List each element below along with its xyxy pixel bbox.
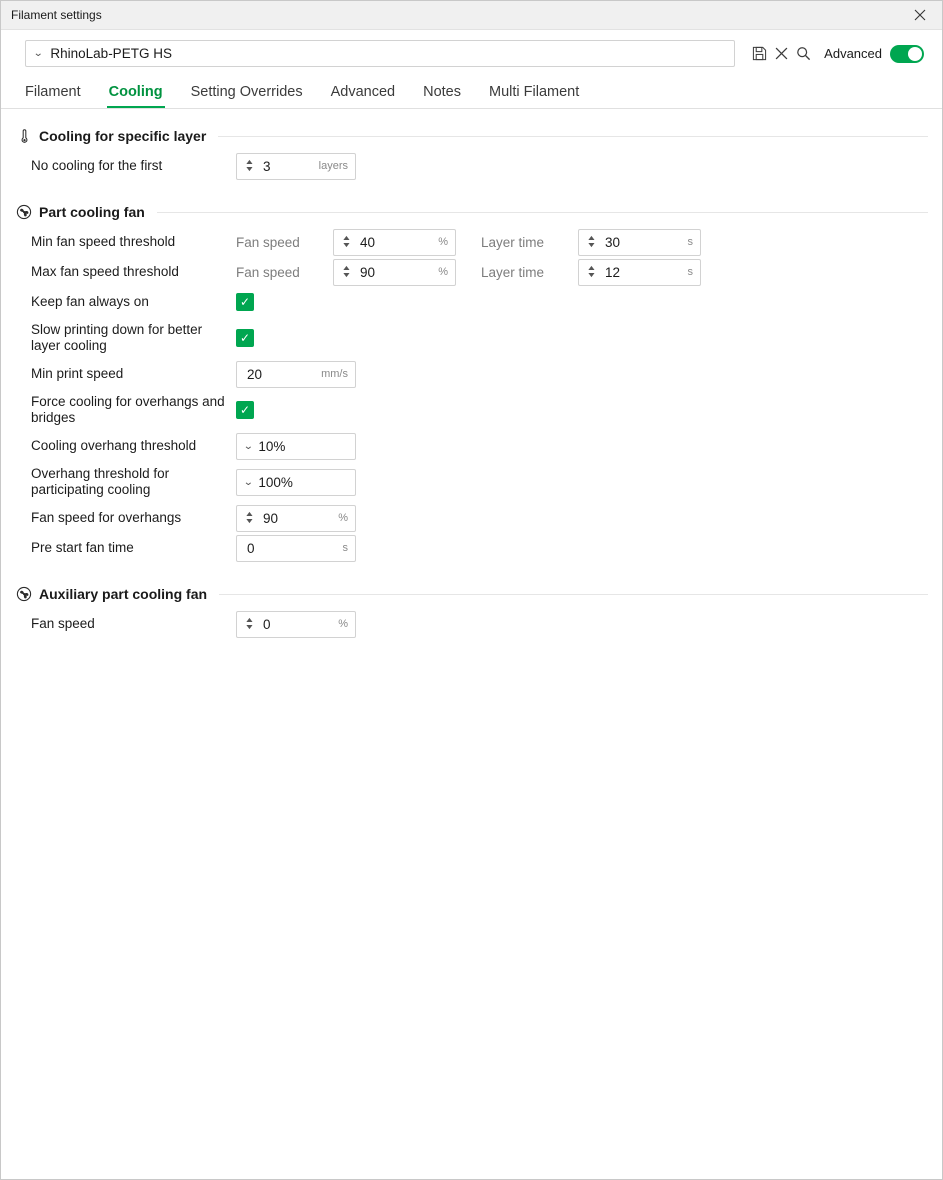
field-unit: s — [342, 542, 348, 554]
max-fan-speed-input[interactable] — [333, 259, 456, 286]
row-label: Min fan speed threshold — [31, 233, 176, 249]
pre-start-fan-time-input[interactable] — [236, 535, 356, 562]
field-value: 10% — [258, 438, 286, 454]
group-rows-part-cooling-fan — [1, 227, 942, 563]
tab-setting-overrides[interactable] — [177, 80, 317, 108]
field-unit: s — [687, 236, 693, 248]
fan-speed-overhangs-input[interactable] — [236, 505, 356, 532]
keep-fan-always-on-checkbox[interactable]: ✓ — [236, 293, 254, 311]
slow-printing-down-checkbox[interactable]: ✓ — [236, 329, 254, 347]
slow-printing-down-wrap — [236, 329, 359, 347]
advanced-toggle[interactable] — [890, 45, 924, 63]
divider — [219, 594, 928, 595]
chevron-down-icon: ⌄ — [32, 48, 44, 59]
row-keep-fan-always-on — [1, 287, 942, 317]
advanced-toggle-group[interactable] — [820, 45, 924, 63]
tab-label: Multi Filament — [489, 84, 580, 100]
toggle-knob — [908, 47, 922, 61]
row-auxiliary-fan-speed — [1, 609, 942, 639]
tab-notes[interactable] — [409, 80, 475, 108]
divider — [218, 136, 928, 137]
search-icon[interactable] — [794, 40, 814, 67]
window-title: Filament settings — [11, 8, 102, 22]
sublabel-fan-speed: Fan speed — [236, 264, 300, 280]
field-value: 90 — [263, 510, 279, 526]
sublabel-layer-time: Layer time — [481, 234, 545, 250]
group-header-part-cooling-fan — [15, 203, 942, 221]
row-label: Slow printing down for better layer cooling — [31, 321, 203, 353]
stepper-icon[interactable]: ▲ ▼ — [585, 265, 597, 279]
row-max-fan-speed-threshold — [1, 257, 942, 287]
thermometer-icon — [15, 127, 33, 145]
min-fan-layer-time-input[interactable] — [578, 229, 701, 256]
group-title: Auxiliary part cooling fan — [39, 586, 208, 602]
settings-tabs — [1, 77, 942, 109]
row-min-fan-speed-threshold — [1, 227, 942, 257]
overhang-threshold-participating-combobox[interactable] — [236, 469, 356, 496]
force-cooling-overhangs-wrap — [236, 401, 359, 419]
tab-label: Notes — [423, 84, 461, 100]
field-unit: mm/s — [321, 368, 348, 380]
min-print-speed-input[interactable] — [236, 361, 356, 388]
field-value: 12 — [605, 264, 621, 280]
advanced-label: Advanced — [824, 46, 882, 61]
row-label: Fan speed for overhangs — [31, 509, 182, 525]
cooling-settings-panel — [1, 109, 942, 1179]
chevron-down-icon: ⌄ — [243, 440, 254, 452]
stepper-icon[interactable]: ▲ ▼ — [585, 235, 597, 249]
field-unit: % — [438, 236, 448, 248]
group-header-auxiliary-part-cooling-fan — [15, 585, 942, 603]
field-value: 0 — [263, 616, 271, 632]
row-label: Pre start fan time — [31, 539, 134, 555]
min-fan-speed-input[interactable] — [333, 229, 456, 256]
row-label: No cooling for the first — [31, 157, 163, 173]
field-unit: % — [338, 618, 348, 630]
field-unit: s — [687, 266, 693, 278]
row-min-print-speed — [1, 359, 942, 389]
row-pre-start-fan-time — [1, 533, 942, 563]
row-label: Keep fan always on — [31, 293, 149, 309]
preset-combobox[interactable] — [25, 40, 735, 67]
tab-label: Filament — [25, 84, 81, 100]
field-unit: % — [338, 512, 348, 524]
group-rows-auxiliary-fan — [1, 609, 942, 639]
tab-label: Cooling — [108, 84, 163, 100]
stepper-icon[interactable]: ▲ ▼ — [340, 265, 352, 279]
group-title: Part cooling fan — [39, 204, 145, 220]
row-label: Fan speed — [31, 615, 95, 631]
save-icon[interactable] — [749, 40, 769, 67]
row-force-cooling-overhangs — [1, 389, 942, 431]
group-rows-specific-layer — [1, 151, 942, 181]
sublabel-fan-speed: Fan speed — [236, 234, 300, 250]
tab-label: Advanced — [330, 84, 396, 100]
field-value: 3 — [263, 158, 271, 174]
window-titlebar — [1, 1, 942, 30]
divider — [157, 212, 928, 213]
close-icon[interactable] — [898, 1, 942, 29]
group-header-cooling-for-specific-layer — [15, 127, 942, 145]
no-cooling-first-layers-input[interactable] — [236, 153, 356, 180]
row-label: Min print speed — [31, 365, 124, 381]
stepper-icon[interactable]: ▲ ▼ — [340, 235, 352, 249]
field-value: 90 — [360, 264, 376, 280]
max-fan-layer-time-input[interactable] — [578, 259, 701, 286]
stepper-icon[interactable]: ▲ ▼ — [243, 159, 255, 173]
row-label: Cooling overhang threshold — [31, 437, 197, 453]
stepper-icon[interactable]: ▲ ▼ — [243, 617, 255, 631]
field-unit: % — [438, 266, 448, 278]
cooling-overhang-threshold-combobox[interactable] — [236, 433, 356, 460]
chevron-down-icon: ⌄ — [243, 476, 254, 488]
row-cooling-overhang-threshold — [1, 431, 942, 461]
delete-preset-icon[interactable] — [771, 40, 791, 67]
preset-row — [1, 30, 942, 77]
field-value: 30 — [605, 234, 621, 250]
row-fan-speed-for-overhangs — [1, 503, 942, 533]
keep-fan-always-on-wrap — [236, 293, 359, 311]
tab-advanced[interactable] — [317, 80, 410, 108]
row-label: Force cooling for overhangs and bridges — [31, 393, 225, 425]
auxiliary-fan-speed-input[interactable] — [236, 611, 356, 638]
row-label: Overhang threshold for participating cooling — [31, 465, 170, 497]
row-label: Max fan speed threshold — [31, 263, 179, 279]
tab-filament[interactable] — [11, 80, 95, 108]
group-title: Cooling for specific layer — [39, 128, 207, 144]
row-slow-printing-down — [1, 317, 942, 359]
fan-icon — [15, 585, 33, 603]
field-value: 20 — [247, 366, 263, 382]
fan-icon — [15, 203, 33, 221]
field-value: 100% — [258, 474, 293, 490]
tab-multi-filament[interactable] — [475, 80, 593, 108]
preset-name: RhinoLab-PETG HS — [50, 46, 172, 61]
field-value: 0 — [247, 540, 255, 556]
tab-label: Setting Overrides — [190, 84, 303, 100]
force-cooling-overhangs-checkbox[interactable]: ✓ — [236, 401, 254, 419]
field-value: 40 — [360, 234, 376, 250]
stepper-icon[interactable]: ▲ ▼ — [243, 511, 255, 525]
tab-cooling[interactable] — [95, 80, 177, 108]
row-no-cooling-first-layers — [1, 151, 942, 181]
sublabel-layer-time: Layer time — [481, 264, 545, 280]
field-unit: layers — [318, 160, 348, 172]
row-overhang-threshold-participating-cooling — [1, 461, 942, 503]
